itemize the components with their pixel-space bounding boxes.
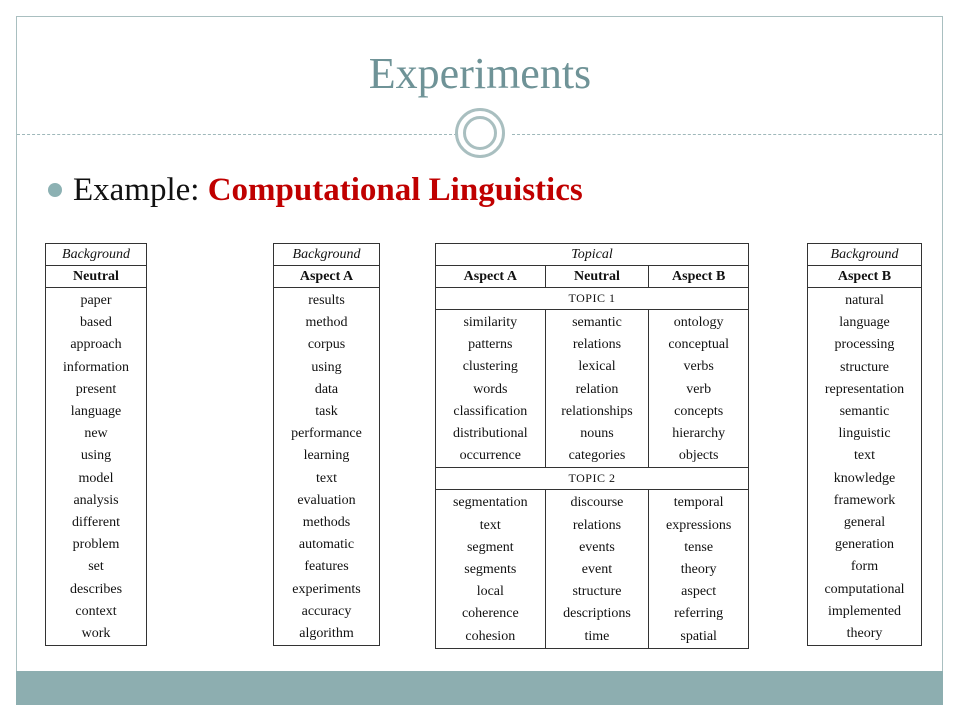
topic-1-label: TOPIC 1	[436, 288, 749, 310]
word-item: structure	[840, 359, 889, 375]
word-item: theory	[846, 626, 883, 642]
topical-header-aspect-a: Aspect A	[436, 266, 546, 288]
word-item: spatial	[680, 628, 717, 644]
word-item: event	[581, 562, 613, 578]
word-item: computational	[824, 581, 905, 597]
background-aspect-a-table	[273, 243, 380, 646]
word-item: expressions	[666, 517, 732, 533]
word-item: form	[850, 559, 879, 575]
word-item: cohesion	[465, 628, 516, 644]
background-aspect-b-table	[807, 243, 922, 646]
word-item: coherence	[461, 606, 519, 622]
word-item: accuracy	[301, 603, 352, 619]
word-item: categories	[568, 448, 626, 464]
word-item: ontology	[673, 315, 724, 330]
word-item: experiments	[292, 581, 361, 597]
word-item: relations	[572, 517, 622, 533]
word-item: algorithm	[299, 626, 354, 642]
background-neutral-table	[45, 243, 147, 646]
word-item: time	[584, 628, 610, 644]
word-item: objects	[678, 448, 719, 464]
word-item: work	[81, 626, 111, 642]
word-item: using	[80, 448, 112, 464]
word-list	[46, 288, 147, 646]
word-item: verb	[686, 381, 712, 397]
word-item: context	[75, 603, 117, 619]
topic-1-neutral-words	[545, 310, 649, 468]
word-item: framework	[833, 492, 896, 508]
title-divider-left	[17, 134, 457, 135]
bullet-text	[73, 172, 583, 209]
topical-table	[435, 243, 749, 649]
word-item: information	[62, 359, 130, 375]
table-header: Neutral	[46, 266, 147, 288]
word-item: concepts	[674, 403, 724, 419]
word-item: processing	[834, 337, 895, 353]
word-item: performance	[291, 426, 362, 442]
word-item: distributional	[452, 426, 528, 442]
word-item: corpus	[307, 337, 346, 353]
slide-title: Experiments	[368, 49, 592, 98]
table-caption: Background	[46, 244, 147, 266]
word-item: representation	[824, 381, 905, 397]
word-item: descriptions	[563, 606, 631, 622]
topical-header-neutral: Neutral	[545, 266, 649, 288]
title-divider-right	[512, 134, 942, 135]
word-item: conceptual	[668, 337, 729, 353]
word-item: method	[305, 315, 348, 331]
bullet-prefix: Example:	[73, 171, 208, 208]
topic-1-aspect-a-words	[436, 310, 546, 468]
word-item: data	[314, 381, 339, 397]
word-item: words	[473, 381, 508, 397]
word-item: classification	[453, 403, 528, 419]
word-item: similarity	[463, 315, 518, 330]
word-item: temporal	[673, 495, 724, 511]
word-item: text	[854, 448, 875, 464]
word-item: automatic	[298, 537, 355, 553]
word-item: verbs	[683, 359, 714, 375]
word-item: language	[70, 404, 122, 420]
word-item: based	[80, 315, 112, 331]
word-item: occurrence	[459, 448, 521, 464]
word-item: model	[78, 470, 114, 486]
table-header: Aspect B	[808, 266, 922, 288]
word-item: segment	[466, 539, 514, 555]
word-item: results	[308, 293, 345, 308]
word-item: analysis	[73, 492, 119, 508]
word-item: using	[311, 359, 342, 375]
bullet-highlight: Computational Linguistics	[207, 171, 583, 208]
word-item: problem	[72, 537, 120, 553]
word-item: nouns	[580, 426, 614, 442]
word-item: linguistic	[838, 426, 891, 442]
word-item: relation	[575, 381, 619, 397]
table-caption: Background	[808, 244, 922, 266]
word-item: patterns	[468, 337, 513, 353]
word-item: structure	[572, 584, 622, 600]
word-item: discourse	[570, 495, 624, 511]
word-item: general	[843, 515, 886, 531]
word-item: task	[315, 404, 338, 420]
bullet-dot-icon	[48, 183, 62, 197]
word-item: aspect	[681, 584, 717, 600]
title-ornament-inner	[463, 116, 497, 150]
word-item: methods	[302, 515, 351, 531]
topic-1-aspect-b-words	[649, 310, 749, 468]
word-item: segmentation	[452, 495, 528, 511]
word-item: implemented	[827, 603, 902, 619]
bullet-item	[48, 168, 583, 212]
word-item: set	[88, 559, 104, 575]
topic-2-aspect-a-words	[436, 490, 546, 648]
word-item: lexical	[578, 359, 616, 375]
word-item: language	[839, 315, 890, 331]
table-caption: Topical	[436, 244, 749, 266]
word-item: knowledge	[833, 470, 896, 486]
word-item: semantic	[572, 315, 622, 330]
word-list	[274, 288, 380, 646]
word-item: learning	[303, 448, 350, 464]
word-item: relationships	[561, 403, 633, 419]
topical-header-aspect-b: Aspect B	[649, 266, 749, 288]
word-item: events	[579, 539, 615, 555]
topic-2-label: TOPIC 2	[436, 468, 749, 490]
word-item: local	[476, 584, 504, 600]
title-ornament-icon	[455, 108, 505, 158]
table-header: Aspect A	[274, 266, 380, 288]
topic-2-neutral-words	[545, 490, 649, 648]
footer-bar	[16, 671, 943, 705]
word-item: hierarchy	[672, 426, 726, 442]
word-item: semantic	[839, 404, 890, 420]
word-item: tense	[684, 539, 714, 555]
word-list	[808, 288, 922, 646]
word-item: generation	[834, 537, 895, 553]
word-item: paper	[80, 293, 112, 308]
word-item: text	[479, 517, 501, 533]
word-item: evaluation	[297, 492, 356, 508]
word-item: present	[75, 381, 117, 397]
word-item: theory	[680, 562, 717, 578]
topic-2-aspect-b-words	[649, 490, 749, 648]
word-item: features	[304, 559, 349, 575]
word-item: segments	[464, 562, 517, 578]
word-item: describes	[69, 581, 123, 597]
word-item: approach	[70, 337, 122, 353]
table-caption: Background	[274, 244, 380, 266]
word-item: clustering	[462, 359, 518, 375]
word-item: natural	[845, 293, 884, 308]
word-item: different	[72, 515, 120, 531]
word-item: text	[316, 470, 337, 486]
word-item: relations	[572, 337, 622, 353]
word-item: referring	[674, 606, 724, 622]
word-item: new	[84, 426, 108, 442]
